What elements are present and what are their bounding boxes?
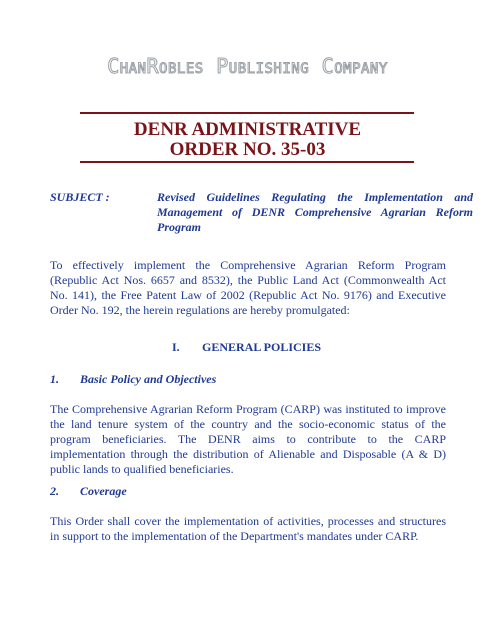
subject-text: Revised Guidelines Regulating the Implementation and Management of DENR Comprehensive Agrarian Reform Program — [157, 190, 473, 234]
subsection-1-title: Basic Policy and Objectives — [80, 372, 217, 386]
document-title — [0, 120, 495, 160]
publisher-logo-text: ChanRobles Publishing Company — [107, 54, 388, 78]
subsection-2-title: Coverage — [80, 484, 127, 498]
subsection-1-heading — [50, 372, 216, 387]
subsection-2-number: 2. — [50, 484, 59, 498]
coverage-paragraph: This Order shall cover the implementation of activities, processes and structures in support to the implementation of the Department's mandates under CARP. — [50, 514, 446, 543]
title-rule-top — [80, 112, 414, 114]
policy-paragraph: The Comprehensive Agrarian Reform Program (CARP) was instituted to improve the land tenure system of the country and the socio-economic status of the program beneficiaries. The DENR aims to contribute to the CARP implementation through the distribution of Alienable and Disposable (A & D) public lands to qualified beneficiaries. — [50, 402, 446, 476]
section-1-number: I. — [172, 340, 180, 354]
title-line-2: ORDER NO. 35-03 — [169, 139, 326, 160]
title-line-1: DENR ADMINISTRATIVE — [133, 119, 362, 140]
subsection-1-number: 1. — [50, 372, 59, 386]
section-1-title: GENERAL POLICIES — [202, 340, 322, 354]
title-rule-bottom — [80, 161, 414, 163]
subsection-2-heading — [50, 484, 127, 499]
intro-paragraph: To effectively implement the Comprehensive Agrarian Reform Program (Republic Act Nos. 6657 and 8532), the Public Land Act (Commonwealth Act No. 141), the Free Patent Law of 2002 (Republic Act No. 9176) and Executive Order No. 192, the herein regulations are hereby promulgated: — [50, 258, 446, 317]
subject-label: SUBJECT : — [50, 190, 110, 204]
